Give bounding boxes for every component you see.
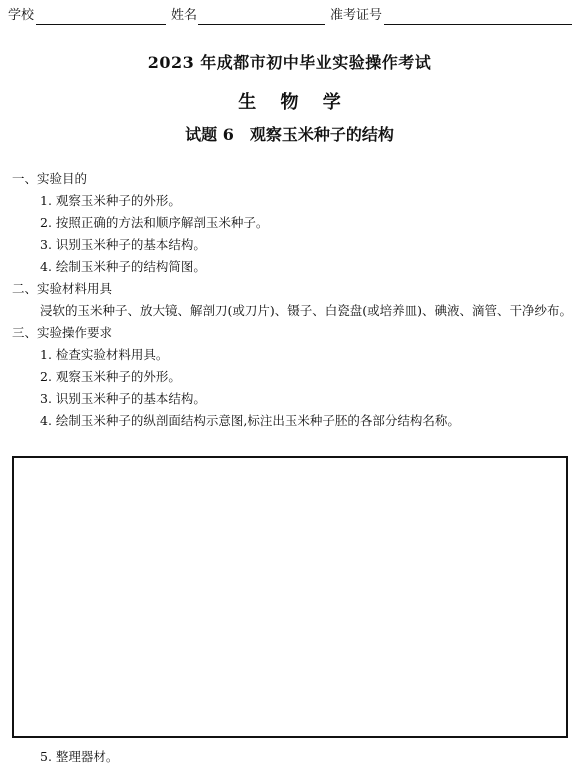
test-title: 试题 6 观察玉米种子的结构 bbox=[185, 125, 394, 144]
section-heading: 三、实验操作要求 bbox=[12, 325, 113, 340]
section-heading: 一、实验目的 bbox=[12, 171, 88, 186]
list-item: 2. 按照正确的方法和顺序解剖玉米种子。 bbox=[40, 215, 269, 230]
list-item: 3. 识别玉米种子的基本结构。 bbox=[40, 237, 206, 252]
ticket-number-label: 准考证号 bbox=[330, 8, 383, 23]
list-item: 1. 检查实验材料用具。 bbox=[40, 347, 169, 362]
name-field[interactable] bbox=[198, 24, 325, 25]
candidate-info-row bbox=[8, 6, 573, 26]
list-item: 4. 绘制玉米种子的纵剖面结构示意图,标注出玉米种子胚的各部分结构名称。 bbox=[40, 413, 460, 428]
materials-text: 浸软的玉米种子、放大镜、解剖刀(或刀片)、镊子、白瓷盘(或培养皿)、碘液、滴管、干净纱布。 bbox=[40, 303, 573, 318]
list-item: 3. 识别玉米种子的基本结构。 bbox=[40, 391, 206, 406]
school-label: 学校 bbox=[8, 8, 35, 23]
name-label: 姓名 bbox=[171, 8, 198, 23]
ticket-number-field[interactable] bbox=[384, 24, 572, 25]
subject-title: 生 物 学 bbox=[238, 92, 341, 113]
list-item: 5. 整理器材。 bbox=[40, 749, 119, 764]
section-objectives bbox=[12, 168, 574, 432]
school-field[interactable] bbox=[36, 24, 166, 25]
list-item: 1. 观察玉米种子的外形。 bbox=[40, 193, 181, 208]
list-item: 4. 绘制玉米种子的结构简图。 bbox=[40, 259, 206, 274]
list-item: 2. 观察玉米种子的外形。 bbox=[40, 369, 181, 384]
section-heading: 二、实验材料用具 bbox=[12, 281, 113, 296]
drawing-area[interactable] bbox=[12, 456, 568, 738]
exam-title: 2023 年成都市初中毕业实验操作考试 bbox=[147, 53, 432, 72]
